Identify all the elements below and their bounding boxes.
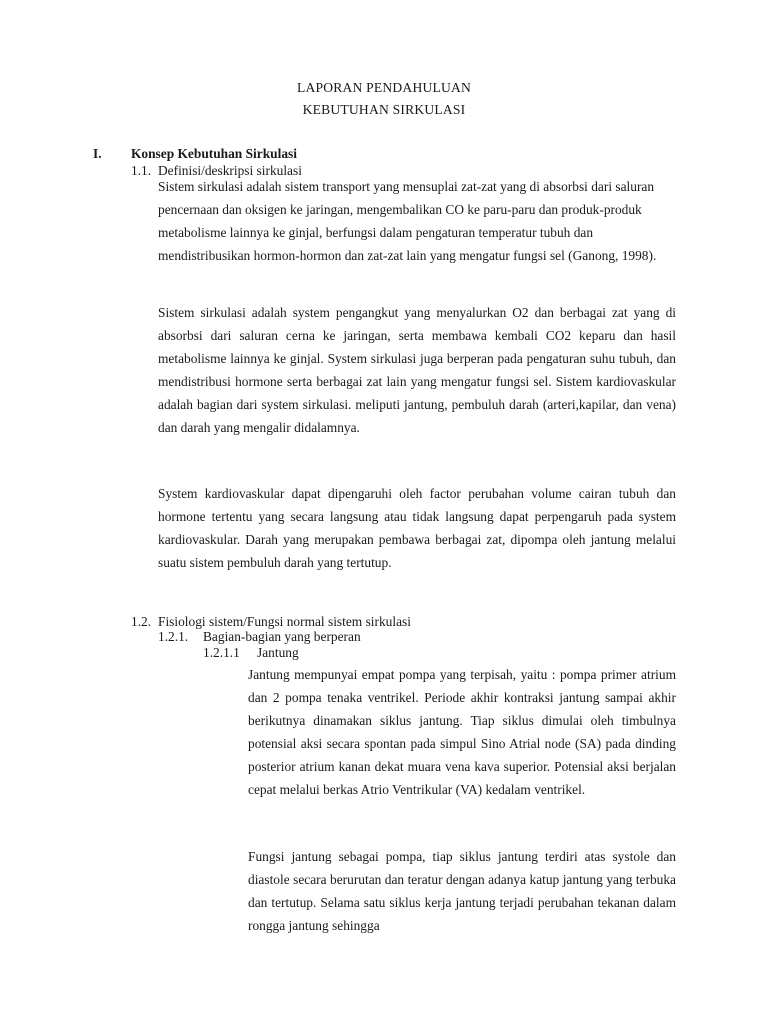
subsection-1-2-number: 1.2.	[131, 614, 152, 629]
paragraph-definition-3: System kardiovaskular dapat dipengaruhi oleh factor perubahan volume cairan tubuh dan hormone tertentu yang secara langsung atau tidak langsung dapat perpengaruh pada system kardiovaskular. Darah yang merupakan pembawa berbagai zat, dipompa oleh jantung melalui suatu sistem pembuluh darah yang tertutup.	[158, 486, 676, 571]
section-number: I.	[93, 146, 102, 161]
subsection-1-2-title: Fisiologi sistem/Fungsi normal sistem sirkulasi	[158, 614, 411, 629]
paragraph-jantung-1: Jantung mempunyai empat pompa yang terpisah, yaitu : pompa primer atrium dan 2 pompa tenaka ventrikel. Periode akhir kontraksi jantung sampai akhir berikutnya dinamakan siklus jantung. Tiap siklus dimulai oleh timbulnya potensial aksi secara spontan pada simpul Sino Atrial node (SA) pada dinding posterior atrium kanan dekat muara vena kava superior. Potensial aksi berjalan cepat melalui berkas Atrio Ventrikular (VA) kedalam ventrikel.	[248, 667, 676, 798]
subsection-1-2-1-1-number: 1.2.1.1	[203, 645, 240, 660]
paragraph-jantung-2: Fungsi jantung sebagai pompa, tiap siklus jantung terdiri atas systole dan diastole secara berurutan dan teratur dengan adanya katup jantung yang terbuka dan tertutup. Selama satu siklus kerja jantung terjadi perubahan tekanan dalam rongga jantung sehingga	[248, 849, 676, 934]
document-title-line2: KEBUTUHAN SIRKULASI	[302, 102, 466, 117]
subsection-1-2-1-number: 1.2.1.	[158, 629, 189, 644]
subsection-1-1-number: 1.1.	[131, 163, 152, 178]
subsection-1-1-title: Definisi/deskripsi sirkulasi	[158, 163, 302, 178]
section-title: Konsep Kebutuhan Sirkulasi	[131, 146, 297, 161]
subsection-1-2-1-title: Bagian-bagian yang berperan	[203, 629, 361, 644]
document-title-line1: LAPORAN PENDAHULUAN	[296, 80, 472, 95]
subsection-1-2-1-1-title: Jantung	[257, 645, 299, 660]
paragraph-definition-1: Sistem sirkulasi adalah sistem transport yang mensuplai zat-zat yang di absorbsi dari saluran pencernaan dan oksigen ke jaringan, mengembalikan CO ke paru-paru dan produk-produk metabolisme lainnya ke ginjal, berfungsi dalam pengaturan temperatur tubuh dan mendistribusikan hormon-hormon dan zat-zat lain yang mengatur fungsi sel (Ganong, 1998).	[158, 179, 657, 264]
paragraph-definition-2: Sistem sirkulasi adalah system pengangkut yang menyalurkan O2 dan berbagai zat yang di absorbsi dari saluran cerna ke jaringan, serta membawa kembali CO2 keparu dan hasil metabolisme lainnya ke ginjal. System sirkulasi juga berperan pada pengaturan suhu tubuh, dan mendistribusi hormone serta berbagai zat lain yang mengatur fungsi sel. Sistem kardiovaskular adalah bagian dari system sirkulasi. meliputi jantung, pembuluh darah (arteri,kapilar, dan vena) dan darah yang mengalir didalamnya.	[158, 305, 676, 436]
